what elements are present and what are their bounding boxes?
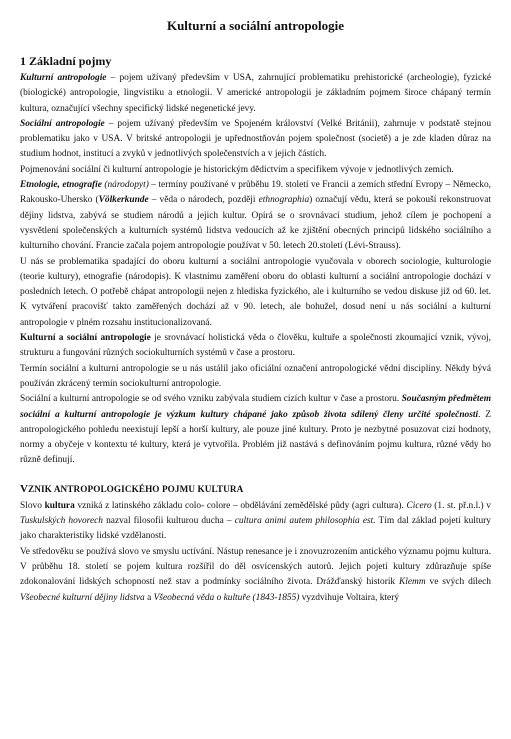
term-etnologie-etnografie: Etnologie, etnografie [20,180,102,191]
paragraph-slovo-kultura [20,499,491,545]
work-vseobecne-kulturni-dejiny: Všeobecné kulturní dějiny lidstva [20,592,145,603]
paragraph-text: (1. st. př.n.l.) v [431,500,491,511]
section-heading-zakladni-pojmy: 1 Základní pojmy [20,54,112,68]
paragraph-text: Slovo [20,500,45,511]
paragraph-text: – věda o národech, později [148,195,259,206]
paragraph-text: – pojem užívaný především ve Spojeném království (Velké Británii), zahrnuje v podstatě stejnou problematiku jako v USA. V britské antropologii je upřednostňován pojem společnost (societě) a je zde kladen důraz na studium hodnot, institucí a zvyků v jednotlivých společenstvích a v jejich částích. [20,118,492,160]
paragraph-text: a [144,592,154,603]
paragraph-text: vzniká z latinského základu colo- colore – obdělávání zemědělské půdy (agri cultura). [74,500,407,511]
term-ethnographia: ethnographia [258,195,310,206]
paragraph-text: je srovnávací holistická věda o člověku, kultuře a společnosti zkoumající vznik, vývoj, strukturu a fungování různých sociokulturních systémů v čase a prostoru. [20,333,491,359]
paragraph-pojmenovani [20,163,491,178]
document-title: Kulturní a sociální antropologie [166,18,345,33]
paragraph-text: Ve středověku se používá slovo ve smyslu uctívání. Nástup renesance je i znovuzrozením antického významu pojmu kultura. V průběhu 18. století se pojem kultura rozšířil do děl osvícenských autorů. Jejich pojetí kultury zdůrazňuje spíše zdokonalování lidských schopností než stav a podmínky sociálního života. Drážďanský historik [20,546,491,588]
paragraph-text: nazval filosofii kulturou ducha – [102,516,235,527]
term-narodopyt: (národopyt) [101,180,149,191]
work-vseobecna-veda: Všeobecná věda o kultuře [153,592,251,603]
paragraph-definice [20,331,491,362]
paragraph-text: Tím dal základ pojetí kultury jako charakteristiky lidské vzdělanosti. [20,516,491,542]
paragraph-kulturni-antropologie [20,71,491,117]
paragraph-predmet [20,392,491,468]
paragraph-text: ) označují vědu, která se pokouší rekonstruovat dějiny lidstva, zabývá se studiem národů a jejich kultur. Opírá se o srovnávací studium, jehož cílem je pochopení a vysvětlení společenských a kulturních systémů lidstva vedoucích až ke zjištění obecných principů lidského sociálního a kulturního chování. Francie začala pojem antropologie používat v 50. letech 20.století (Lévi-Strauss). [20,195,491,252]
heading-initial: V [20,482,29,495]
paragraph-text: – termíny používané v průběhu 19. století ve Francii a zemích střední Evropy – Německo, Rakousko-Uhersko ( [20,180,491,206]
term-volkerkunde: Völkerkunde [98,195,149,206]
term-socialni-antropologie: Sociální antropologie [20,118,105,129]
term-kultura: kultura [44,500,75,511]
term-kulturni-a-socialni-antropologie: Kulturní a sociální antropologie [20,333,151,344]
heading-rest: ZNIK ANTROPOLOGICKÉHO POJMU KULTURA [28,483,244,494]
paragraph-stredovek [20,545,491,606]
paragraph-text: Pojmenování sociální či kulturní antropologie je historickým dědictvím a specifikem vývoje v jednotlivých zemích. [20,164,454,175]
term-kulturni-antropologie: Kulturní antropologie [20,73,107,83]
paragraph-text: – pojem užívaný především v USA, zahrnující problematiku prehistorické (archeologie), fyzické (biologické) antropologie, lingvistiku a etnologii. V americké antropologii je základním pojmem široce chápaný termín kultura, označující všechny specifický lidské negenetické jevy. [20,73,491,114]
author-cicero: Cicero [406,500,432,511]
paragraph-socialni-antropologie [20,117,491,163]
work-years: (1843-1855) [250,592,300,603]
paragraph-text: U nás se problematika spadající do oboru kulturní a sociální antropologie vyučovala v oborech sociologie, kulturologie (teorie kultury), etnografie (národopis). K vlastnímu zaměření oboru do oblasti kulturní a sociální antropologie dochází v posledních letech. O potřebě chápat antropologii nejen z hlediska fyzického, ale i kulturního se vedou diskuse již od 60. let. K vytváření pracovišť takto zaměřených dochází až v 90. letech, ale bohužel, dosud není u nás sociální a kulturní antropologie v plném rozsahu institucionalizovaná. [20,256,491,328]
paragraph-u-nas [20,255,491,331]
paragraph-text: vyzdvihuje Voltaira, který [299,592,400,603]
paragraph-text: . Z antropologického pohledu neexistují lepší a horší kultury, ale pouze jiné kultury. Proto je nezbytné posuzovat cizí hodnoty, normy a obyčeje v kontextu té kultury, která je vytvořila. Problém již nastává s definováním pojmu kultura, různé vědy ho různě definují. [20,409,491,466]
emphasis-soucasny-predmet: Současným předmětem sociální a kulturní antropologie je výzkum kultury chápané jako způsob života sdílený členy určité společnosti [20,394,491,420]
paragraph-etnologie [20,178,491,254]
paragraph-termin [20,362,491,393]
paragraph-text: ve svých dílech [425,577,491,588]
author-klemm: Klemm [399,577,426,588]
subsection-heading-vznik-pojmu-kultura [20,483,491,496]
paragraph-text: Termín sociální a kulturní antropologie se u nás ustálil jako oficiální označení antropologické vědní disciplíny. Někdy bývá používán zkrácený termín sociokulturní antropologie. [20,363,491,389]
paragraph-text: Sociální a kulturní antropologie se od svého vzniku zabývala studiem cizích kultur v čase a prostoru. [20,394,402,405]
latin-quote: cultura animi autem philosophia est. [234,516,376,527]
work-tuskulske-hovory: Tuskulských hovorech [20,516,103,527]
